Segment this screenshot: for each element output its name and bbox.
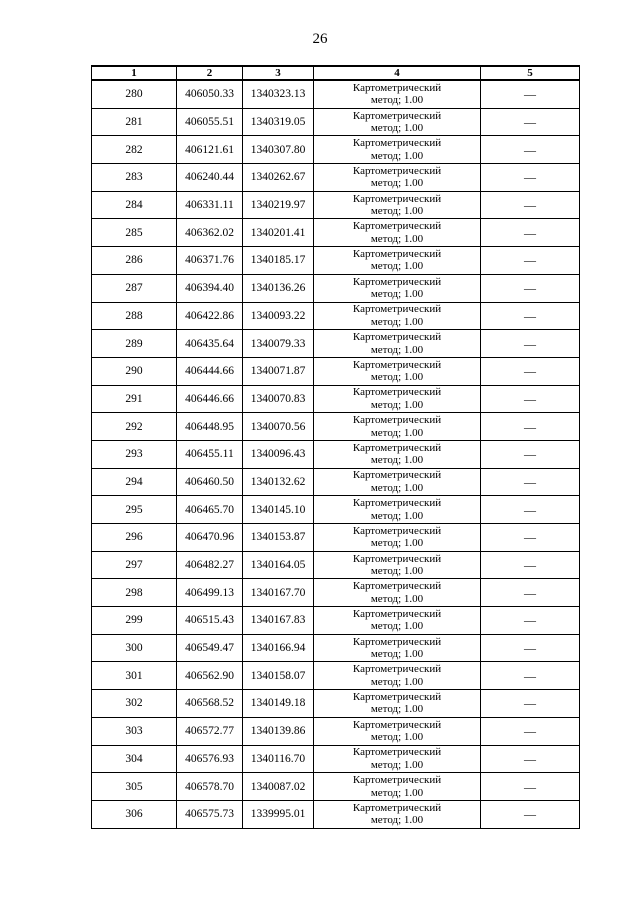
table-row [92, 551, 580, 579]
method-cell [314, 468, 481, 496]
method-line-2: метод; 1.00 [370, 454, 424, 467]
point-number-cell: 292 [92, 413, 177, 441]
y-coordinate-cell: 1340262.67 [243, 164, 314, 192]
point-number-cell: 280 [92, 80, 177, 108]
method-line-2: метод; 1.00 [370, 260, 424, 273]
extra-cell: — [481, 136, 580, 164]
method-line-2: метод; 1.00 [370, 94, 424, 107]
column-header-1: 1 [92, 66, 177, 80]
x-coordinate-cell: 406515.43 [177, 607, 243, 635]
x-coordinate-cell: 406499.13 [177, 579, 243, 607]
x-coordinate-cell: 406568.52 [177, 690, 243, 718]
method-cell [314, 247, 481, 275]
method-line-2: метод; 1.00 [370, 481, 424, 494]
method-line-1: Картометрический [352, 663, 442, 676]
method-line-1: Картометрический [352, 774, 442, 787]
method-line-2: метод; 1.00 [370, 122, 424, 135]
point-number-cell: 285 [92, 219, 177, 247]
point-number-cell: 290 [92, 357, 177, 385]
extra-cell: — [481, 302, 580, 330]
y-coordinate-cell: 1340071.87 [243, 357, 314, 385]
x-coordinate-cell: 406240.44 [177, 164, 243, 192]
method-line-1: Картометрический [352, 746, 442, 759]
method-line-2: метод; 1.00 [370, 786, 424, 799]
x-coordinate-cell: 406435.64 [177, 330, 243, 358]
y-coordinate-cell: 1340323.13 [243, 80, 314, 108]
column-header-2: 2 [177, 66, 243, 80]
table-row [92, 274, 580, 302]
x-coordinate-cell: 406455.11 [177, 440, 243, 468]
method-line-1: Картометрический [352, 109, 442, 122]
extra-cell: — [481, 80, 580, 108]
x-coordinate-cell: 406572.77 [177, 717, 243, 745]
extra-cell: — [481, 551, 580, 579]
x-coordinate-cell: 406446.66 [177, 385, 243, 413]
x-coordinate-cell: 406460.50 [177, 468, 243, 496]
table-row [92, 80, 580, 108]
extra-cell: — [481, 745, 580, 773]
table-row [92, 330, 580, 358]
method-line-2: метод; 1.00 [370, 620, 424, 633]
method-line-1: Картометрический [352, 497, 442, 510]
point-number-cell: 304 [92, 745, 177, 773]
method-line-2: метод; 1.00 [370, 758, 424, 771]
column-header-4: 4 [314, 66, 481, 80]
table-row [92, 717, 580, 745]
table-row [92, 136, 580, 164]
extra-cell: — [481, 357, 580, 385]
method-line-2: метод; 1.00 [370, 343, 424, 356]
point-number-cell: 302 [92, 690, 177, 718]
method-line-1: Картометрический [352, 386, 442, 399]
x-coordinate-cell: 406331.11 [177, 191, 243, 219]
method-line-2: метод; 1.00 [370, 814, 424, 827]
method-line-2: метод; 1.00 [370, 675, 424, 688]
extra-cell: — [481, 579, 580, 607]
extra-cell: — [481, 330, 580, 358]
point-number-cell: 301 [92, 662, 177, 690]
method-cell [314, 551, 481, 579]
point-number-cell: 283 [92, 164, 177, 192]
method-line-2: метод; 1.00 [370, 149, 424, 162]
extra-cell: — [481, 468, 580, 496]
extra-cell: — [481, 385, 580, 413]
x-coordinate-cell: 406394.40 [177, 274, 243, 302]
table-row [92, 302, 580, 330]
method-line-1: Картометрический [352, 220, 442, 233]
x-coordinate-cell: 406470.96 [177, 524, 243, 552]
method-line-2: метод; 1.00 [370, 648, 424, 661]
table-row [92, 607, 580, 635]
method-line-1: Картометрический [352, 358, 442, 371]
method-cell [314, 302, 481, 330]
method-line-2: метод; 1.00 [370, 288, 424, 301]
table-row [92, 496, 580, 524]
method-line-1: Картометрический [352, 81, 442, 94]
method-line-1: Картометрический [352, 524, 442, 537]
point-number-cell: 298 [92, 579, 177, 607]
extra-cell: — [481, 247, 580, 275]
y-coordinate-cell: 1340079.33 [243, 330, 314, 358]
y-coordinate-cell: 1340167.83 [243, 607, 314, 635]
method-line-2: метод; 1.00 [370, 371, 424, 384]
point-number-cell: 281 [92, 108, 177, 136]
extra-cell: — [481, 634, 580, 662]
extra-cell: — [481, 108, 580, 136]
method-line-2: метод; 1.00 [370, 565, 424, 578]
x-coordinate-cell: 406121.61 [177, 136, 243, 164]
method-cell [314, 634, 481, 662]
point-number-cell: 288 [92, 302, 177, 330]
table-row [92, 745, 580, 773]
method-line-2: метод; 1.00 [370, 232, 424, 245]
y-coordinate-cell: 1340132.62 [243, 468, 314, 496]
point-number-cell: 303 [92, 717, 177, 745]
table-row [92, 219, 580, 247]
point-number-cell: 295 [92, 496, 177, 524]
table-row [92, 191, 580, 219]
coordinates-table [91, 65, 580, 829]
method-line-1: Картометрический [352, 192, 442, 205]
table-row [92, 524, 580, 552]
method-cell [314, 330, 481, 358]
extra-cell: — [481, 274, 580, 302]
y-coordinate-cell: 1340136.26 [243, 274, 314, 302]
method-line-1: Картометрический [352, 801, 442, 814]
method-cell [314, 108, 481, 136]
point-number-cell: 282 [92, 136, 177, 164]
table-row [92, 662, 580, 690]
point-number-cell: 287 [92, 274, 177, 302]
table-body [92, 80, 580, 828]
extra-cell: — [481, 607, 580, 635]
point-number-cell: 306 [92, 800, 177, 828]
method-line-2: метод; 1.00 [370, 703, 424, 716]
x-coordinate-cell: 406549.47 [177, 634, 243, 662]
extra-cell: — [481, 524, 580, 552]
y-coordinate-cell: 1340219.97 [243, 191, 314, 219]
method-cell [314, 496, 481, 524]
table-row [92, 413, 580, 441]
y-coordinate-cell: 1340153.87 [243, 524, 314, 552]
method-line-1: Картометрический [352, 164, 442, 177]
point-number-cell: 296 [92, 524, 177, 552]
table-row [92, 690, 580, 718]
extra-cell: — [481, 440, 580, 468]
method-line-2: метод; 1.00 [370, 315, 424, 328]
y-coordinate-cell: 1340167.70 [243, 579, 314, 607]
column-header-5: 5 [481, 66, 580, 80]
point-number-cell: 289 [92, 330, 177, 358]
method-line-1: Картометрический [352, 303, 442, 316]
x-coordinate-cell: 406050.33 [177, 80, 243, 108]
x-coordinate-cell: 406562.90 [177, 662, 243, 690]
table-row [92, 385, 580, 413]
method-cell [314, 357, 481, 385]
y-coordinate-cell: 1340158.07 [243, 662, 314, 690]
method-cell [314, 800, 481, 828]
x-coordinate-cell: 406362.02 [177, 219, 243, 247]
x-coordinate-cell: 406422.86 [177, 302, 243, 330]
method-cell [314, 717, 481, 745]
method-cell [314, 745, 481, 773]
y-coordinate-cell: 1339995.01 [243, 800, 314, 828]
x-coordinate-cell: 406371.76 [177, 247, 243, 275]
x-coordinate-cell: 406444.66 [177, 357, 243, 385]
method-cell [314, 662, 481, 690]
method-cell [314, 773, 481, 801]
extra-cell: — [481, 191, 580, 219]
y-coordinate-cell: 1340087.02 [243, 773, 314, 801]
extra-cell: — [481, 662, 580, 690]
point-number-cell: 297 [92, 551, 177, 579]
x-coordinate-cell: 406448.95 [177, 413, 243, 441]
y-coordinate-cell: 1340070.83 [243, 385, 314, 413]
method-line-1: Картометрический [352, 552, 442, 565]
y-coordinate-cell: 1340070.56 [243, 413, 314, 441]
method-line-1: Картометрический [352, 718, 442, 731]
table-row [92, 634, 580, 662]
method-cell [314, 191, 481, 219]
x-coordinate-cell: 406576.93 [177, 745, 243, 773]
extra-cell: — [481, 773, 580, 801]
table-row [92, 773, 580, 801]
method-line-1: Картометрический [352, 469, 442, 482]
page-number: 26 [312, 31, 328, 47]
method-line-2: метод; 1.00 [370, 398, 424, 411]
y-coordinate-cell: 1340185.17 [243, 247, 314, 275]
method-cell [314, 80, 481, 108]
x-coordinate-cell: 406575.73 [177, 800, 243, 828]
extra-cell: — [481, 496, 580, 524]
method-line-1: Картометрический [352, 580, 442, 593]
point-number-cell: 291 [92, 385, 177, 413]
y-coordinate-cell: 1340139.86 [243, 717, 314, 745]
y-coordinate-cell: 1340145.10 [243, 496, 314, 524]
table-row [92, 164, 580, 192]
y-coordinate-cell: 1340307.80 [243, 136, 314, 164]
column-header-3: 3 [243, 66, 314, 80]
method-line-1: Картометрический [352, 635, 442, 648]
table-header-row [92, 66, 580, 80]
method-line-1: Картометрический [352, 414, 442, 427]
coordinates-table-container [91, 65, 580, 829]
method-line-1: Картометрический [352, 607, 442, 620]
point-number-cell: 293 [92, 440, 177, 468]
method-cell [314, 607, 481, 635]
extra-cell: — [481, 413, 580, 441]
point-number-cell: 299 [92, 607, 177, 635]
method-line-2: метод; 1.00 [370, 426, 424, 439]
y-coordinate-cell: 1340319.05 [243, 108, 314, 136]
method-line-2: метод; 1.00 [370, 592, 424, 605]
method-cell [314, 690, 481, 718]
point-number-cell: 300 [92, 634, 177, 662]
method-cell [314, 136, 481, 164]
method-line-2: метод; 1.00 [370, 731, 424, 744]
y-coordinate-cell: 1340201.41 [243, 219, 314, 247]
method-line-2: метод; 1.00 [370, 177, 424, 190]
table-row [92, 108, 580, 136]
y-coordinate-cell: 1340166.94 [243, 634, 314, 662]
method-cell [314, 440, 481, 468]
x-coordinate-cell: 406465.70 [177, 496, 243, 524]
point-number-cell: 284 [92, 191, 177, 219]
y-coordinate-cell: 1340149.18 [243, 690, 314, 718]
extra-cell: — [481, 690, 580, 718]
method-line-1: Картометрический [352, 275, 442, 288]
point-number-cell: 294 [92, 468, 177, 496]
method-line-2: метод; 1.00 [370, 509, 424, 522]
y-coordinate-cell: 1340093.22 [243, 302, 314, 330]
x-coordinate-cell: 406578.70 [177, 773, 243, 801]
method-cell [314, 579, 481, 607]
y-coordinate-cell: 1340096.43 [243, 440, 314, 468]
x-coordinate-cell: 406482.27 [177, 551, 243, 579]
y-coordinate-cell: 1340116.70 [243, 745, 314, 773]
method-cell [314, 385, 481, 413]
method-line-1: Картометрический [352, 247, 442, 260]
method-cell [314, 164, 481, 192]
table-row [92, 440, 580, 468]
table-row [92, 247, 580, 275]
table-row [92, 468, 580, 496]
method-cell [314, 274, 481, 302]
method-line-1: Картометрический [352, 441, 442, 454]
point-number-cell: 286 [92, 247, 177, 275]
method-cell [314, 219, 481, 247]
method-cell [314, 413, 481, 441]
method-line-2: метод; 1.00 [370, 205, 424, 218]
method-line-1: Картометрический [352, 690, 442, 703]
x-coordinate-cell: 406055.51 [177, 108, 243, 136]
method-line-1: Картометрический [352, 331, 442, 344]
method-line-1: Картометрический [352, 137, 442, 150]
extra-cell: — [481, 800, 580, 828]
table-row [92, 579, 580, 607]
y-coordinate-cell: 1340164.05 [243, 551, 314, 579]
table-row [92, 357, 580, 385]
extra-cell: — [481, 717, 580, 745]
extra-cell: — [481, 219, 580, 247]
method-cell [314, 524, 481, 552]
method-line-2: метод; 1.00 [370, 537, 424, 550]
extra-cell: — [481, 164, 580, 192]
point-number-cell: 305 [92, 773, 177, 801]
table-row [92, 800, 580, 828]
